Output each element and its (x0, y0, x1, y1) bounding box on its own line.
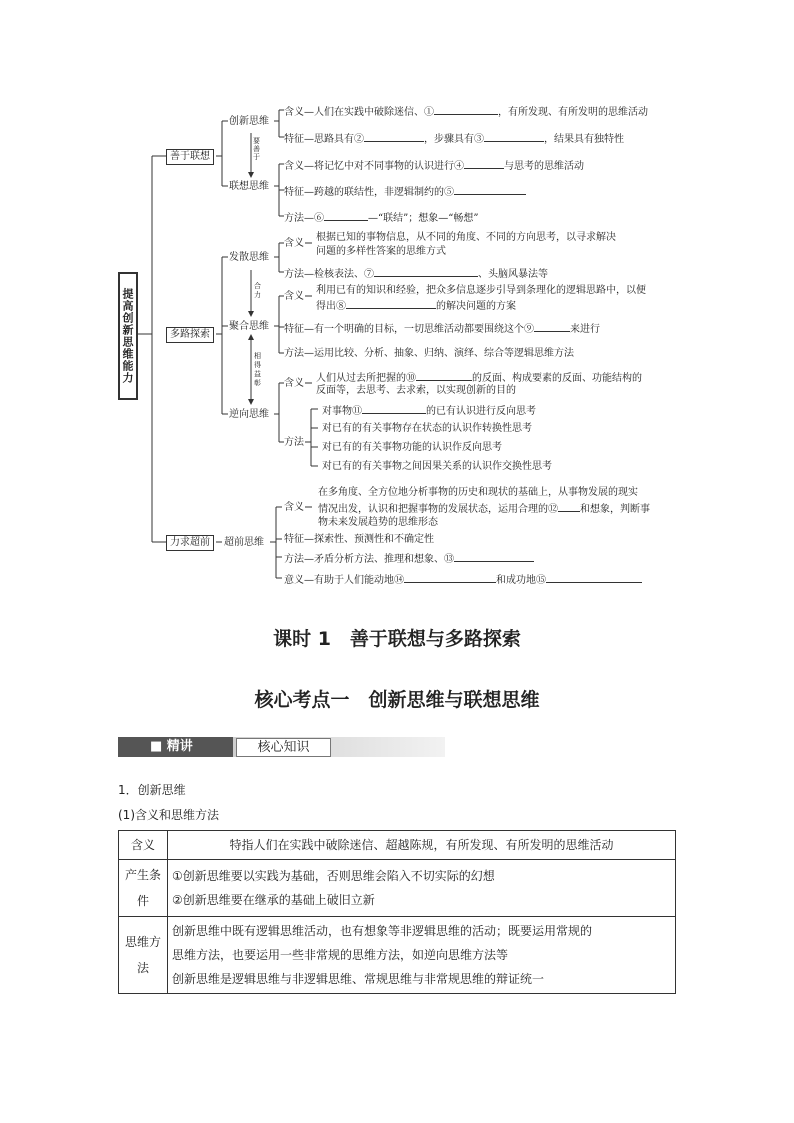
node-reverse-thinking: 逆向思维 (229, 409, 269, 420)
table-row (119, 831, 676, 860)
concept-table (118, 830, 676, 994)
advanced-meaning-1: 在多角度、全方位地分析事物的历史和现状的基础上，从事物发展的现实 (318, 487, 638, 498)
node-convergent-thinking: 聚合思维 (229, 321, 269, 332)
table-row (119, 917, 676, 994)
relation-label-2: 合力 (254, 282, 261, 299)
row-head: 含义 (119, 831, 168, 860)
row-head: 产生条件 (119, 860, 168, 917)
advanced-meaning-label: 含义 (284, 502, 304, 513)
row-line: 创新思维是逻辑思维与非逻辑思维、常规思维与非常规思维的辩证统一 (172, 972, 545, 986)
reverse-method-3: 对已有的有关事物功能的认识作反向思考 (322, 442, 502, 453)
divergent-meaning-1: 根据已知的事物信息，从不同的角度、不同的方向思考，以寻求解决 (316, 232, 616, 243)
advanced-meaning-3: 物未来发展趋势的思维形态 (318, 517, 438, 528)
node-divergent-thinking: 发散思维 (229, 252, 269, 263)
row-body: 特指人们在实践中破除迷信、超越陈规，有所发现、有所发明的思维活动 (168, 831, 676, 860)
association-meaning: 含义—将记忆中对不同事物的认识进行④ 与思考的思维活动 (284, 158, 584, 173)
reverse-method-label: 方法 (284, 437, 304, 448)
lesson-title: 课时 1 善于联想与多路探索 (273, 628, 521, 650)
core-point-title: 核心考点一 创新思维与联想思维 (254, 689, 540, 711)
advanced-meaning-2: 情况出发，认识和把握事物的发展状态，运用合理的⑫ 和想象，判断事 (318, 501, 650, 516)
reverse-meaning-1: 人们从过去所把握的⑩ 的反面、构成要素的反面、功能结构的 (316, 370, 642, 385)
reverse-method-4: 对已有的有关事物之间因果关系的认识作交换性思考 (322, 461, 552, 472)
advanced-significance: 意义—有助于人们能动地⑭ 和成功地⑮ (284, 572, 642, 587)
divergent-meaning-label: 含义 (284, 238, 304, 249)
advanced-method: 方法—矛盾分析方法、推理和想象、⑬ (284, 551, 534, 566)
innovative-meaning: 含义—人们在实践中破除迷信、① ，有所发现、有所发明的思维活动 (284, 104, 648, 119)
reverse-meaning-2: 反面等，去思考、去求索，以实现创新的目的 (316, 385, 516, 396)
row-line: ②创新思维要在继承的基础上破旧立新 (172, 893, 375, 907)
row-body (168, 917, 676, 994)
row-head: 思维方法 (119, 917, 168, 994)
section-subheading: (1)含义和思维方法 (118, 808, 219, 822)
advanced-feature: 特征—探索性、预测性和不确定性 (284, 534, 434, 545)
section-heading: 1．创新思维 (118, 783, 186, 797)
association-feature: 特征—跨越的联结性，非逻辑制约的⑤ (284, 184, 526, 199)
row-line: 创新思维中既有逻辑思维活动，也有想象等非逻辑思维的活动；既要运用常规的 (172, 924, 593, 938)
banner-right: 核心知识 (236, 738, 331, 757)
convergent-method: 方法—运用比较、分析、抽象、归纳、演绎、综合等逻辑思维方法 (284, 348, 574, 359)
table-row (119, 860, 676, 917)
node-association-thinking: 联想思维 (229, 181, 269, 192)
innovative-feature: 特征—思路具有② ，步骤具有③ ，结果具有独特性 (284, 131, 624, 146)
mindmap-root: 提高创新思维能力 (118, 272, 138, 400)
divergent-method: 方法—检核表法、⑦ 、头脑风暴法等 (284, 266, 548, 281)
relation-label: 要善于 (253, 137, 260, 161)
relation-label-3: 相得益彰 (254, 352, 261, 387)
convergent-meaning-2: 得出⑧ 的解决问题的方案 (316, 298, 516, 313)
section-banner (118, 737, 430, 757)
reverse-method-2: 对已有的有关事物存在状态的认识作转换性思考 (322, 423, 532, 434)
reverse-meaning-label: 含义 (284, 378, 304, 389)
divergent-meaning-2: 问题的多样性答案的思维方式 (316, 246, 446, 257)
branch-advance: 力求超前 (166, 535, 214, 551)
row-body (168, 860, 676, 917)
association-method: 方法—⑥ —“联结”；想象—“畅想” (284, 210, 478, 225)
banner-left: ■ 精讲 (118, 737, 233, 757)
row-line: ①创新思维要以实践为基础，否则思维会陷入不切实际的幻想 (172, 869, 495, 883)
node-advanced-thinking: 超前思维 (224, 537, 264, 548)
convergent-meaning-label: 含义 (284, 291, 304, 302)
node-innovative-thinking: 创新思维 (229, 116, 269, 127)
reverse-method-1: 对事物⑪ 的已有认识进行反向思考 (322, 403, 536, 418)
row-line: 思维方法，也要运用一些非常规的思维方法，如逆向思维方法等 (172, 948, 509, 962)
branch-association: 善于联想 (166, 149, 214, 165)
convergent-feature: 特征—有一个明确的目标，一切思维活动都要围绕这个⑨ 来进行 (284, 321, 600, 336)
branch-multipath: 多路探索 (166, 327, 214, 343)
convergent-meaning-1: 利用已有的知识和经验，把众多信息逐步引导到条理化的逻辑思路中，以便 (316, 285, 646, 296)
